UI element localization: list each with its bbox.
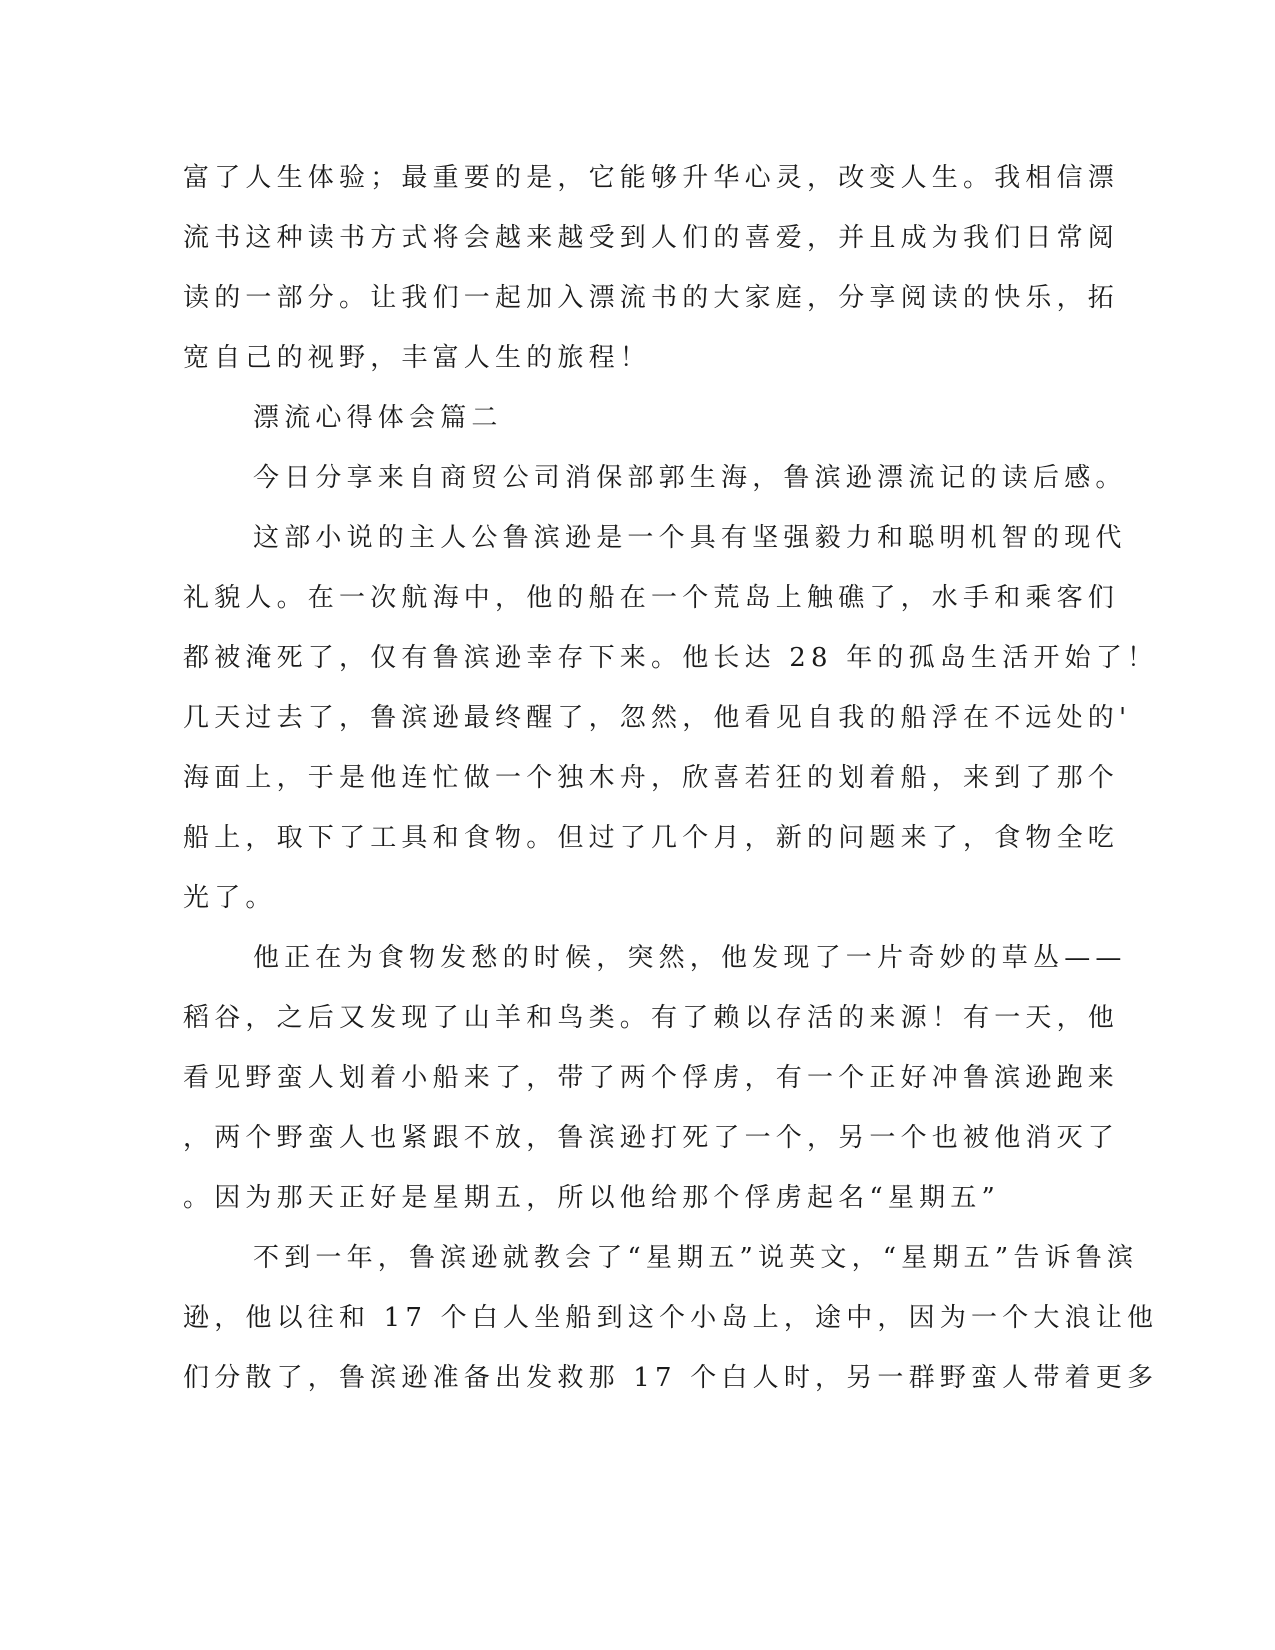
text-line: 光了。 [183,883,277,913]
text-line: 们分散了，鲁滨逊准备出发救那 17 个白人时，另一群野蛮人带着更多 [183,1363,1159,1393]
text-line: ，两个野蛮人也紧跟不放，鲁滨逊打死了一个，另一个也被他消灭了 [183,1123,1120,1153]
text-line: 这部小说的主人公鲁滨逊是一个具有坚强毅力和聪明机智的现代 [253,523,1127,553]
text-line: 船上，取下了工具和食物。但过了几个月，新的问题来了，食物全吃 [183,823,1120,853]
text-line: 海面上，于是他连忙做一个独木舟，欣喜若狂的划着船，来到了那个 [183,763,1120,793]
text-line: 流书这种读书方式将会越来越受到人们的喜爱，并且成为我们日常阅 [183,223,1120,253]
text-line: 不到一年，鲁滨逊就教会了“星期五”说英文，“星期五”告诉鲁滨 [253,1243,1139,1273]
text-line: 都被淹死了，仅有鲁滨逊幸存下来。他长达 28 年的孤岛生活开始了！ [183,643,1159,673]
text-line: 逊，他以往和 17 个白人坐船到这个小岛上，途中，因为一个大浪让他 [183,1303,1159,1333]
text-line: 富了人生体验；最重要的是，它能够升华心灵，改变人生。我相信漂 [183,163,1120,193]
text-line: 礼貌人。在一次航海中，他的船在一个荒岛上触礁了，水手和乘客们 [183,583,1120,613]
text-line: 他正在为食物发愁的时候，突然，他发现了一片奇妙的草丛—— [253,943,1127,973]
text-line: 看见野蛮人划着小船来了，带了两个俘虏，有一个正好冲鲁滨逊跑来 [183,1063,1120,1093]
text-line: 。因为那天正好是星期五，所以他给那个俘虏起名“星期五” [183,1183,1000,1213]
text-line: 读的一部分。让我们一起加入漂流书的大家庭，分享阅读的快乐，拓 [183,283,1120,313]
text-line: 宽自己的视野，丰富人生的旅程！ [183,343,652,373]
text-line: 几天过去了，鲁滨逊最终醒了，忽然，他看见自我的船浮在不远处的' [183,703,1132,733]
text-line: 稻谷，之后又发现了山羊和鸟类。有了赖以存活的来源！有一天，他 [183,1003,1120,1033]
text-line: 今日分享来自商贸公司消保部郭生海，鲁滨逊漂流记的读后感。 [253,463,1127,493]
section-heading: 漂流心得体会篇二 [253,403,503,433]
